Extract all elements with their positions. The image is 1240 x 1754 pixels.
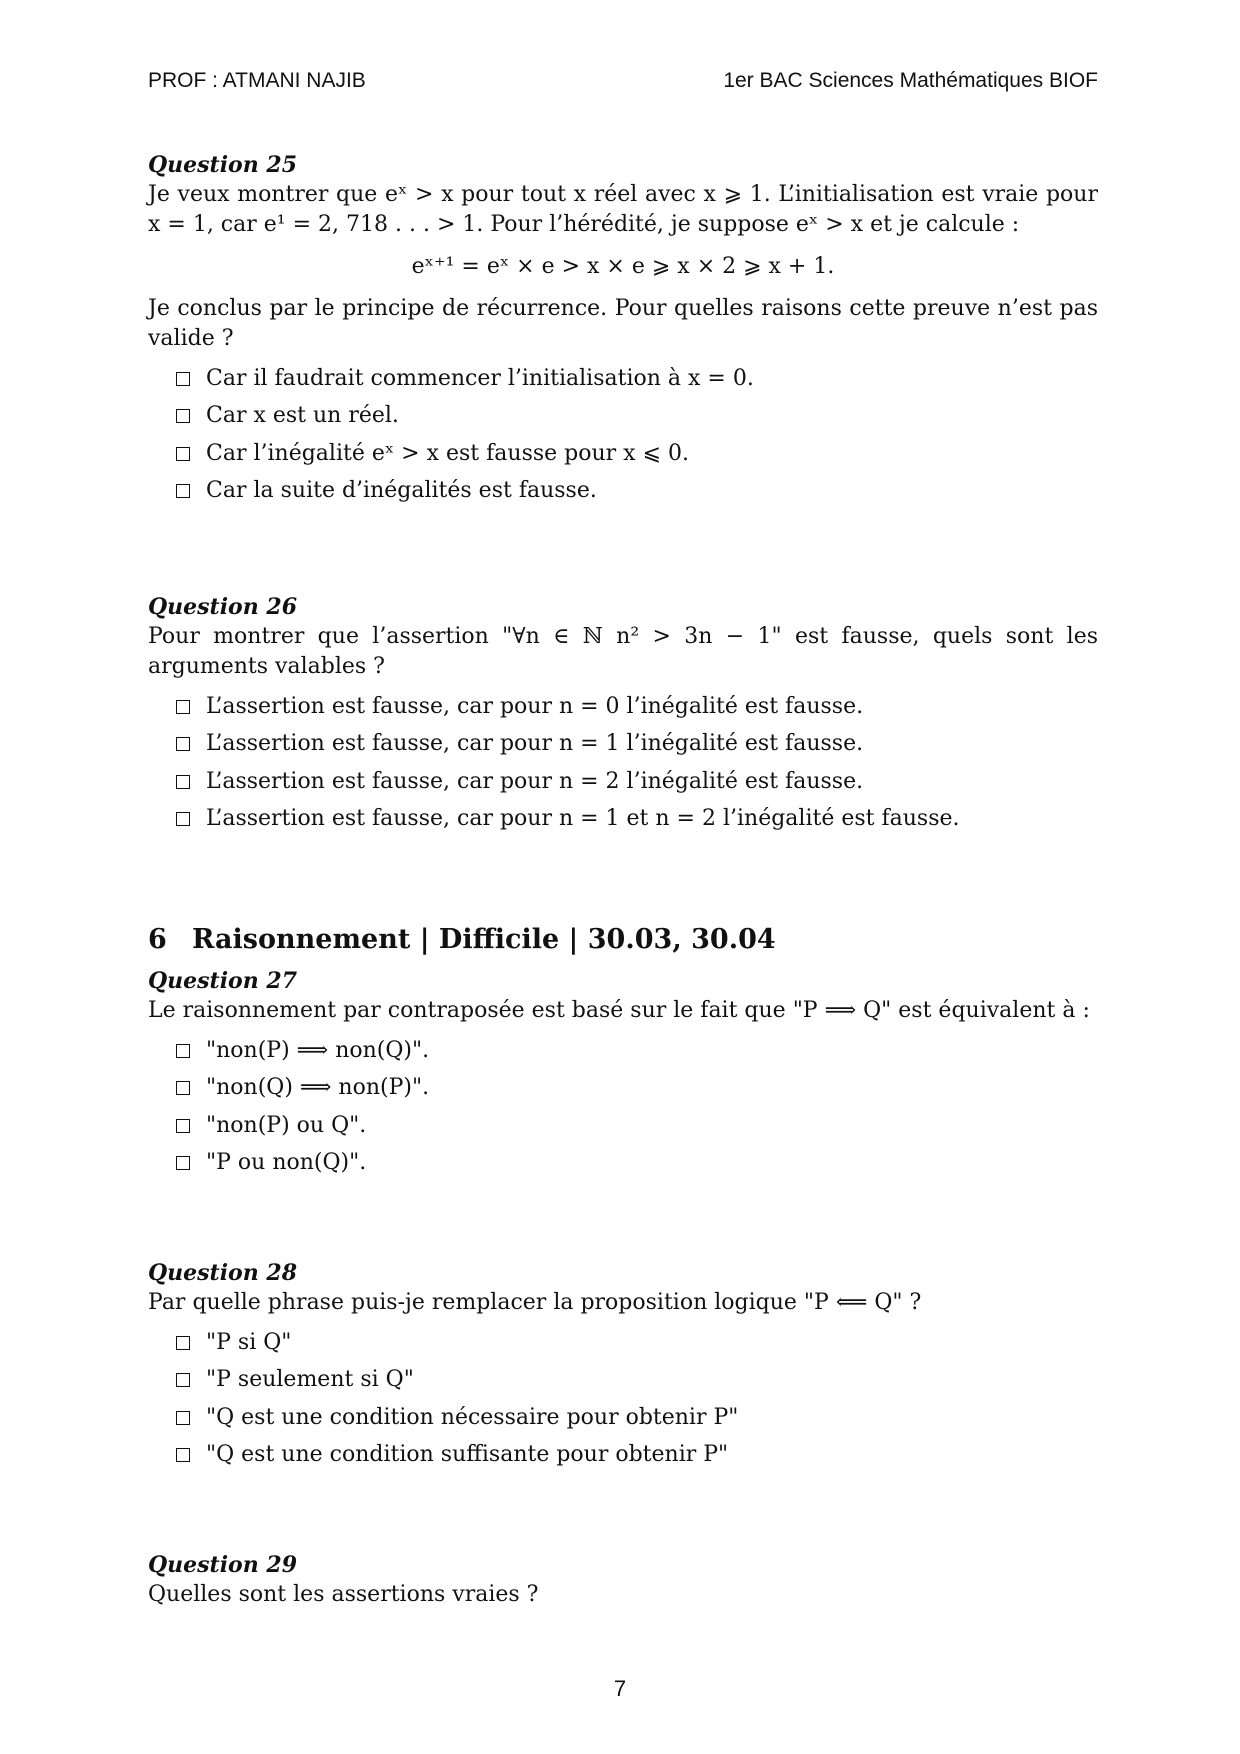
checkbox[interactable] [176,1336,190,1350]
question-25 [148,150,1098,510]
checkbox[interactable] [176,775,190,789]
question-title: Question 26 [148,594,298,620]
choice-label: L’assertion est fausse, car pour n = 0 l’inégalité est fausse. [206,693,864,719]
choice-item[interactable] [176,1107,1098,1145]
checkbox[interactable] [176,372,190,386]
choice-item[interactable] [176,398,1098,436]
checkbox[interactable] [176,447,190,461]
choice-item[interactable] [176,1362,1098,1400]
choice-label: "non(Q) ⟹ non(P)". [206,1075,430,1101]
section-title: Raisonnement | Difficile | 30.03, 30.04 [192,924,776,955]
checkbox[interactable] [176,1448,190,1462]
question-26 [148,592,1098,838]
header-course: 1er BAC Sciences Mathématiques BIOF [723,69,1098,92]
checkbox[interactable] [176,812,190,826]
choice-list [176,1324,1098,1474]
choice-item[interactable] [176,726,1098,764]
choice-label: Car x est un réel. [206,403,399,429]
checkbox[interactable] [176,1044,190,1058]
choice-item[interactable] [176,688,1098,726]
checkbox[interactable] [176,1119,190,1133]
choice-item[interactable] [176,763,1098,801]
choice-list [176,1032,1098,1182]
choice-item[interactable] [176,1070,1098,1108]
question-text: Je veux montrer que eˣ > x pour tout x réel avec x ⩾ 1. L’initialisation est vraie pour x = 1, car e¹ = 2, 718 . . . > 1. Pour l’hérédité, je suppose eˣ > x et je calcule : [148,182,1098,237]
choice-label: Car l’inégalité eˣ > x est fausse pour x ⩽ 0. [206,440,689,466]
choice-item[interactable] [176,1032,1098,1070]
choice-item[interactable] [176,1324,1098,1362]
section-heading [148,922,1098,958]
checkbox[interactable] [176,1156,190,1170]
question-title: Question 28 [148,1260,298,1286]
checkbox[interactable] [176,737,190,751]
choice-label: "Q est une condition nécessaire pour obtenir P" [206,1404,739,1430]
choice-label: "non(P) ou Q". [206,1112,367,1138]
choice-label: Car la suite d’inégalités est fausse. [206,478,597,504]
checkbox[interactable] [176,1081,190,1095]
question-27 [148,966,1098,1182]
choice-list [176,688,1098,838]
question-text: Quelles sont les assertions vraies ? [148,1582,539,1607]
choice-item[interactable] [176,801,1098,839]
choice-item[interactable] [176,435,1098,473]
choice-label: "non(P) ⟹ non(Q)". [206,1037,430,1063]
choice-label: Car il faudrait commencer l’initialisation à x = 0. [206,365,754,391]
question-title: Question 27 [148,968,298,994]
question-text: Le raisonnement par contraposée est basé sur le fait que "P ⟹ Q" est équivalent à : [148,998,1090,1023]
question-text: Pour montrer que l’assertion "∀n ∈ ℕ n² > 3n − 1" est fausse, quels sont les arguments valables ? [148,624,1098,679]
page-header [148,66,1098,96]
checkbox[interactable] [176,1411,190,1425]
question-28 [148,1258,1098,1474]
choice-label: "P si Q" [206,1329,292,1355]
checkbox[interactable] [176,484,190,498]
choice-item[interactable] [176,360,1098,398]
formula: eˣ⁺¹ = eˣ × e > x × e ⩾ x × 2 ⩾ x + 1. [411,254,835,279]
page-content [148,150,1098,1610]
question-text-2: Je conclus par le principe de récurrence. Pour quelles raisons cette preuve n’est pas valide ? [148,296,1098,351]
choice-label: "Q est une condition suffisante pour obtenir P" [206,1442,729,1468]
choice-item[interactable] [176,473,1098,511]
question-title: Question 25 [148,152,298,178]
checkbox[interactable] [176,1373,190,1387]
section-number: 6 [148,924,167,955]
choice-item[interactable] [176,1399,1098,1437]
question-title: Question 29 [148,1552,298,1578]
checkbox[interactable] [176,409,190,423]
choice-item[interactable] [176,1437,1098,1475]
choice-label: "P seulement si Q" [206,1367,414,1393]
page-number: 7 [613,1676,627,1701]
question-text: Par quelle phrase puis-je remplacer la proposition logique "P ⟸ Q" ? [148,1290,922,1315]
choice-label: L’assertion est fausse, car pour n = 2 l’inégalité est fausse. [206,768,864,794]
choice-label: L’assertion est fausse, car pour n = 1 l’inégalité est fausse. [206,731,864,757]
choice-item[interactable] [176,1145,1098,1183]
question-29 [148,1550,1098,1610]
choice-list [176,360,1098,510]
checkbox[interactable] [176,700,190,714]
choice-label: "P ou non(Q)". [206,1150,367,1176]
choice-label: L’assertion est fausse, car pour n = 1 et n = 2 l’inégalité est fausse. [206,806,960,832]
header-author: PROF : ATMANI NAJIB [148,69,366,92]
